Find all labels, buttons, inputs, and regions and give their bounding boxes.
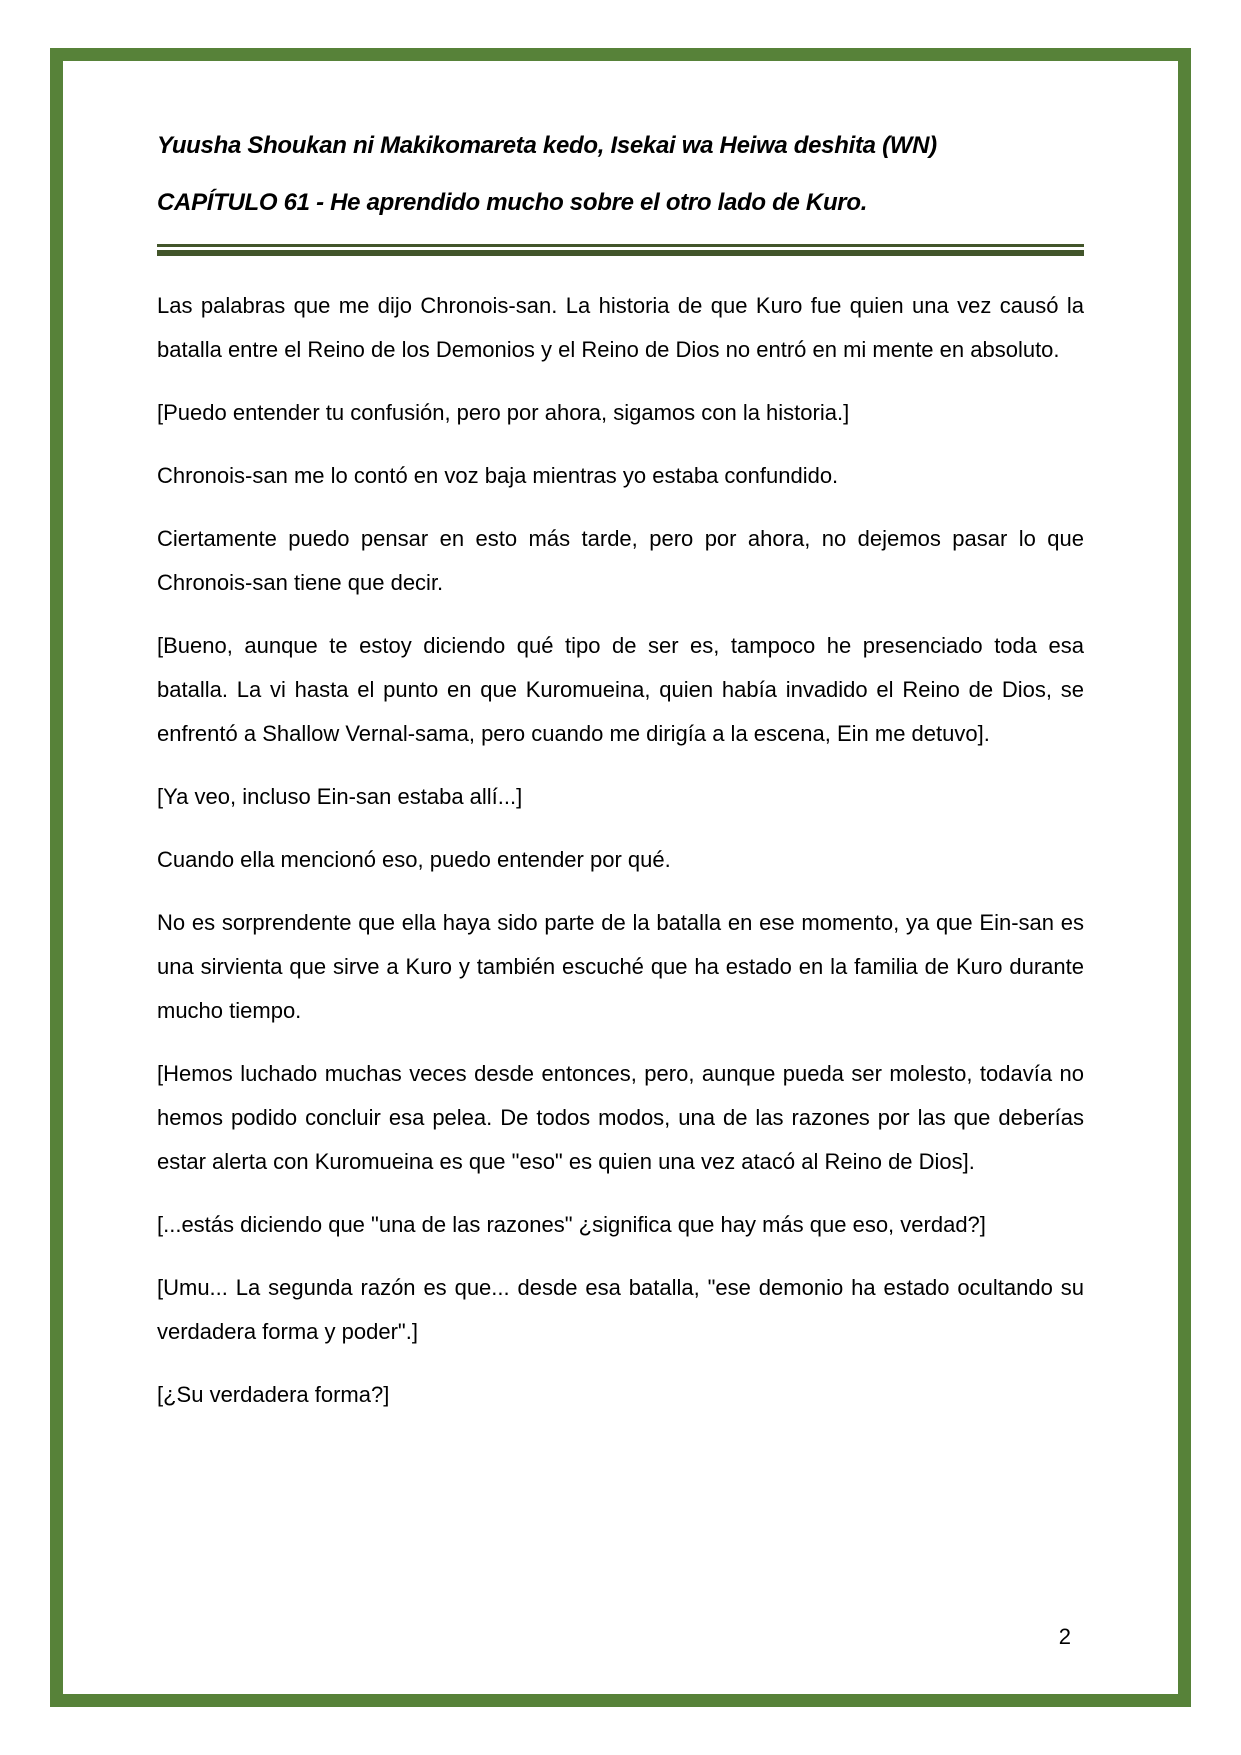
heading-divider [157, 244, 1084, 256]
divider-thick-line [157, 250, 1084, 256]
chapter-heading: CAPÍTULO 61 - He aprendido mucho sobre el otro lado de Kuro. [157, 189, 868, 216]
paragraph: Cuando ella mencionó eso, puedo entender por qué. [157, 847, 671, 872]
paragraph: [Hemos luchado muchas veces desde entonces, pero, aunque pueda ser molesto, todavía no hemos podido concluir esa pelea. De todos modos, una de las razones por las que deberías estar alerta con Kuromueina es que "eso" es quien una vez atacó al Reino de Dios]. [157, 1061, 1084, 1174]
divider-thin-line [157, 244, 1084, 247]
page-content [63, 61, 1178, 1436]
paragraph: Chronois-san me lo contó en voz baja mientras yo estaba confundido. [157, 463, 839, 488]
paragraph: Las palabras que me dijo Chronois-san. La historia de que Kuro fue quien una vez causó la batalla entre el Reino de los Demonios y el Reino de Dios no entró en mi mente en absoluto. [157, 293, 1084, 362]
paragraph: [...estás diciendo que "una de las razones" ¿significa que hay más que eso, verdad?] [157, 1212, 986, 1237]
chapter-body [157, 284, 1084, 1417]
page-number: 2 [1058, 1624, 1071, 1649]
paragraph: [Bueno, aunque te estoy diciendo qué tipo de ser es, tampoco he presenciado toda esa batalla. La vi hasta el punto en que Kuromueina, quien había invadido el Reino de Dios, se enfrentó a Shallow Vernal-sama, pero cuando me dirigía a la escena, Ein me detuvo]. [157, 633, 1084, 746]
page-border-frame [50, 48, 1191, 1707]
paragraph: No es sorprendente que ella haya sido parte de la batalla en ese momento, ya que Ein-san es una sirvienta que sirve a Kuro y también escuché que ha estado en la familia de Kuro durante mucho tiempo. [157, 910, 1084, 1023]
paragraph: [Umu... La segunda razón es que... desde esa batalla, "ese demonio ha estado ocultando su verdadera forma y poder".] [157, 1275, 1084, 1344]
paragraph: [¿Su verdadera forma?] [157, 1382, 390, 1407]
paragraph: [Puedo entender tu confusión, pero por ahora, sigamos con la historia.] [157, 400, 850, 425]
paragraph: [Ya veo, incluso Ein-san estaba allí...] [157, 784, 523, 809]
paragraph: Ciertamente puedo pensar en esto más tarde, pero por ahora, no dejemos pasar lo que Chronois-san tiene que decir. [157, 526, 1084, 595]
novel-title: Yuusha Shoukan ni Makikomareta kedo, Isekai wa Heiwa deshita (WN) [157, 132, 937, 159]
